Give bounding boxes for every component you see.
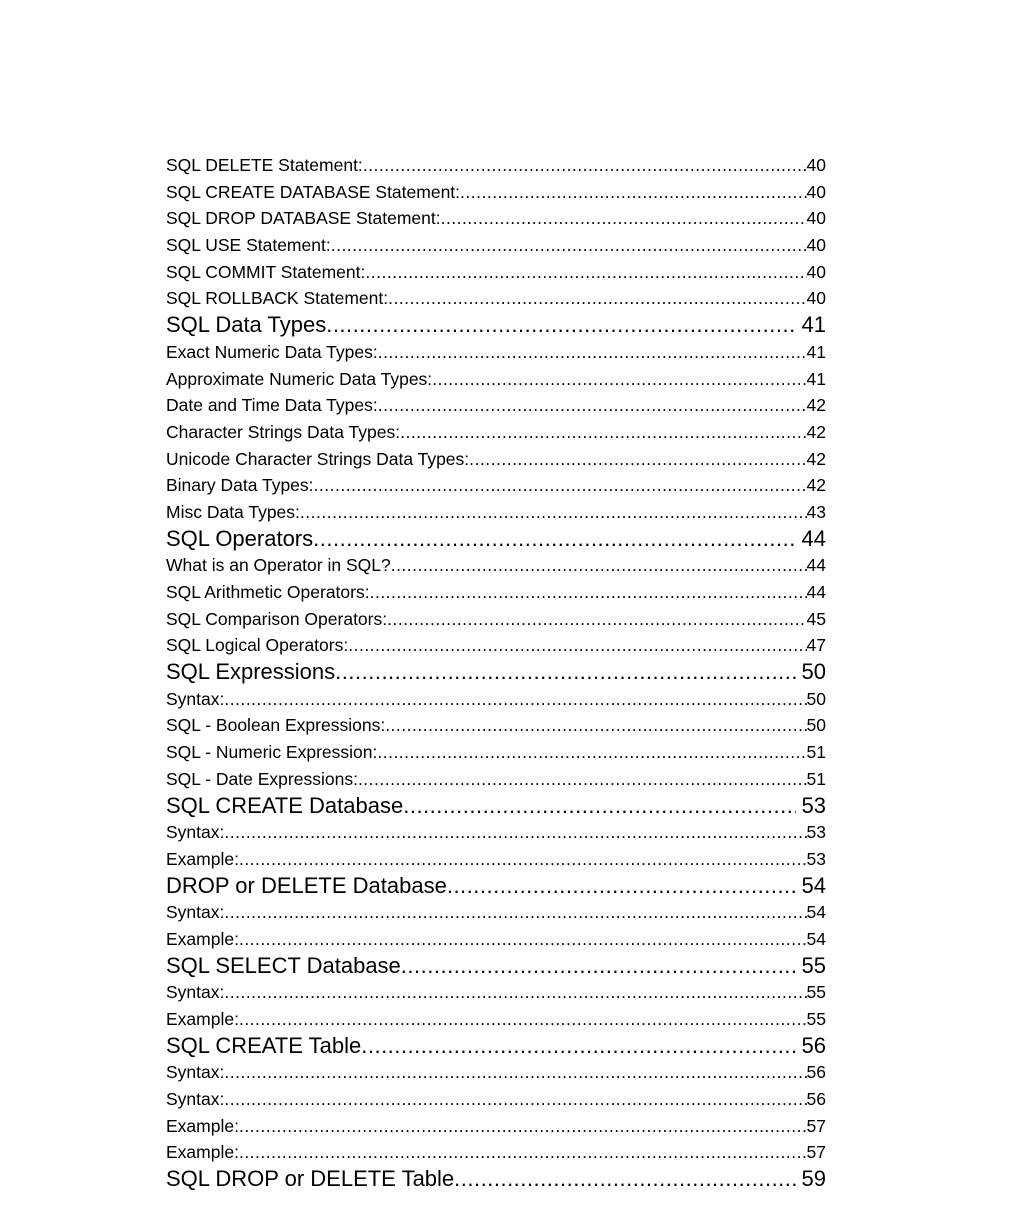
toc-entry-title: Binary Data Types: [166, 475, 314, 496]
toc-entry-page: 40 [806, 208, 826, 229]
dot-leader [224, 819, 806, 846]
toc-entry[interactable] [166, 472, 826, 499]
dot-leader [239, 926, 807, 953]
toc-entry-page: 40 [806, 235, 826, 256]
dot-leader [363, 152, 807, 179]
toc-entry-title: SQL DELETE Statement: [166, 155, 363, 175]
toc-entry-title: Date and Time Data Types: [166, 395, 378, 416]
dot-leader [460, 179, 807, 206]
toc-entry-page: 56 [806, 1062, 826, 1083]
toc-entry[interactable] [166, 766, 826, 793]
toc-entry-title: SQL Logical Operators: [166, 635, 349, 656]
dot-leader [387, 606, 806, 633]
toc-entry[interactable] [166, 979, 826, 1006]
toc-entry-page: 59 [801, 1166, 826, 1192]
toc-entry-title: SQL Operators [166, 525, 314, 551]
toc-entry[interactable] [166, 205, 826, 232]
toc-entry[interactable] [166, 285, 826, 312]
toc-entry-title: SQL Arithmetic Operators: [166, 582, 370, 602]
toc-entry[interactable] [166, 499, 826, 526]
toc-entry-page: 51 [806, 768, 826, 789]
toc-entry-page: 55 [801, 952, 826, 978]
toc-entry[interactable] [166, 179, 826, 206]
toc-entry[interactable] [166, 446, 826, 473]
dot-leader [391, 552, 807, 579]
dot-leader [378, 392, 807, 419]
toc-entry-page: 42 [806, 448, 826, 469]
toc-entry-title: SQL Comparison Operators: [166, 608, 388, 629]
toc-entry-title: SQL DROP or DELETE Table [166, 1166, 455, 1192]
dot-leader [239, 1139, 807, 1166]
dot-leader [432, 366, 806, 393]
toc-entry-page: 55 [806, 982, 826, 1003]
dot-leader [388, 285, 806, 312]
toc-entry-page: 40 [806, 181, 826, 202]
toc-entry-title: SQL DROP DATABASE Statement: [166, 208, 441, 229]
toc-entry-title: SQL SELECT Database [166, 952, 401, 978]
dot-leader [326, 312, 795, 339]
toc-entry[interactable] [166, 339, 826, 366]
toc-heading[interactable] [166, 953, 826, 980]
toc-entry-page: 54 [806, 902, 826, 923]
toc-entry-title: SQL Expressions [166, 659, 336, 685]
toc-entry-page: 54 [806, 928, 826, 949]
dot-leader [469, 446, 806, 473]
toc-entry[interactable] [166, 1059, 826, 1086]
dot-leader [365, 259, 806, 286]
dot-leader [314, 472, 807, 499]
toc-entry-title: SQL - Numeric Expression: [166, 742, 378, 763]
toc-heading[interactable] [166, 312, 826, 339]
toc-entry-page: 47 [806, 635, 826, 656]
dot-leader [348, 632, 806, 659]
toc-entry-title: Example: [166, 1115, 239, 1136]
toc-entry-title: SQL USE Statement: [166, 235, 331, 256]
toc-entry[interactable] [166, 1006, 826, 1033]
dot-leader [447, 873, 796, 900]
toc-entry-title: Example: [166, 928, 239, 949]
toc-entry-title: Syntax: [166, 982, 225, 1003]
toc-entry-page: 50 [801, 659, 826, 685]
toc-entry-title: Syntax: [166, 1089, 225, 1110]
toc-entry-page: 50 [806, 688, 826, 709]
toc-entry-title: Exact Numeric Data Types: [166, 341, 378, 362]
dot-leader [239, 1006, 807, 1033]
toc-entry[interactable] [166, 899, 826, 926]
dot-leader [239, 1113, 807, 1140]
toc-entry-title: SQL CREATE Table [166, 1032, 362, 1058]
dot-leader [224, 899, 806, 926]
toc-entry-title: SQL CREATE DATABASE Statement: [166, 181, 461, 202]
toc-entry-title: Example: [166, 1009, 239, 1029]
toc-entry-title: Syntax: [166, 1062, 225, 1083]
toc-entry[interactable] [166, 419, 826, 446]
toc-entry[interactable] [166, 926, 826, 953]
toc-heading[interactable] [166, 1033, 826, 1060]
dot-leader [358, 766, 807, 793]
dot-leader [441, 205, 807, 232]
toc-entry-title: Syntax: [166, 822, 225, 843]
dot-leader [300, 499, 807, 526]
dot-leader [378, 339, 807, 366]
toc-entry-page: 45 [806, 608, 826, 629]
toc-heading[interactable] [166, 1166, 826, 1193]
toc-entry-page: 41 [806, 368, 826, 389]
toc-heading[interactable] [166, 526, 826, 553]
toc-entry[interactable] [166, 686, 826, 713]
toc-entry-page: 44 [806, 582, 826, 602]
dot-leader [361, 1033, 795, 1060]
toc-entry[interactable] [166, 366, 826, 393]
toc-entry[interactable] [166, 552, 826, 579]
toc-entry-title: Example: [166, 1142, 239, 1163]
table-of-contents [166, 152, 826, 1193]
toc-entry-title: SQL Data Types [166, 312, 327, 338]
toc-entry-page: 56 [806, 1089, 826, 1110]
toc-entry-page: 56 [801, 1032, 826, 1058]
dot-leader [454, 1166, 795, 1193]
toc-entry-title: SQL - Date Expressions: [166, 768, 358, 789]
toc-entry[interactable] [166, 232, 826, 259]
toc-entry-page: 42 [806, 395, 826, 416]
toc-entry[interactable] [166, 606, 826, 633]
toc-entry-page: 53 [801, 792, 826, 818]
dot-leader [400, 419, 806, 446]
dot-leader [224, 1086, 806, 1113]
toc-entry-title: DROP or DELETE Database [166, 872, 447, 898]
toc-entry[interactable] [166, 392, 826, 419]
toc-heading[interactable] [166, 793, 826, 820]
toc-entry[interactable] [166, 259, 826, 286]
toc-heading[interactable] [166, 873, 826, 900]
toc-entry[interactable] [166, 1139, 826, 1166]
toc-entry-title: What is an Operator in SQL? [166, 555, 391, 576]
toc-entry-page: 57 [806, 1115, 826, 1136]
toc-entry-page: 51 [806, 742, 826, 763]
dot-leader [313, 526, 795, 553]
toc-entry-page: 43 [806, 501, 826, 522]
toc-entry-page: 53 [806, 848, 826, 869]
toc-entry-page: 40 [806, 155, 826, 175]
toc-entry-page: 50 [806, 715, 826, 736]
toc-entry[interactable] [166, 579, 826, 606]
dot-leader [224, 1059, 806, 1086]
toc-entry-page: 42 [806, 421, 826, 442]
toc-entry[interactable] [166, 712, 826, 739]
toc-entry-title: SQL - Boolean Expressions: [166, 715, 386, 736]
toc-entry[interactable] [166, 846, 826, 873]
toc-entry-page: 44 [801, 525, 826, 551]
toc-entry[interactable] [166, 739, 826, 766]
toc-entry-title: Syntax: [166, 902, 225, 923]
toc-entry-page: 40 [806, 288, 826, 309]
dot-leader [239, 846, 807, 873]
toc-entry-page: 44 [806, 555, 826, 576]
toc-entry-title: Unicode Character Strings Data Types: [166, 448, 470, 469]
toc-entry-page: 57 [806, 1142, 826, 1163]
toc-entry-title: Misc Data Types: [166, 501, 300, 522]
dot-leader [335, 659, 795, 686]
toc-entry-page: 41 [806, 341, 826, 362]
dot-leader [370, 579, 807, 606]
toc-entry-page: 55 [806, 1009, 826, 1029]
toc-entry-title: Approximate Numeric Data Types: [166, 368, 433, 389]
toc-entry-page: 42 [806, 475, 826, 496]
toc-entry-title: SQL CREATE Database [166, 792, 404, 818]
toc-entry-page: 40 [806, 261, 826, 282]
toc-entry[interactable] [166, 1113, 826, 1140]
toc-entry-page: 41 [801, 312, 826, 338]
dot-leader [224, 979, 806, 1006]
toc-entry-title: SQL ROLLBACK Statement: [166, 288, 389, 309]
dot-leader [331, 232, 807, 259]
toc-entry-page: 53 [806, 822, 826, 843]
toc-entry[interactable] [166, 1086, 826, 1113]
toc-entry-title: Syntax: [166, 688, 225, 709]
toc-entry[interactable] [166, 152, 826, 179]
toc-entry[interactable] [166, 819, 826, 846]
dot-leader [377, 739, 806, 766]
toc-heading[interactable] [166, 659, 826, 686]
toc-entry-title: Example: [166, 848, 239, 869]
toc-entry-page: 54 [801, 872, 826, 898]
dot-leader [401, 953, 796, 980]
dot-leader [403, 793, 795, 820]
dot-leader [385, 712, 806, 739]
toc-entry-title: Character Strings Data Types: [166, 421, 401, 442]
toc-entry-title: SQL COMMIT Statement: [166, 261, 366, 282]
dot-leader [224, 686, 806, 713]
toc-entry[interactable] [166, 632, 826, 659]
